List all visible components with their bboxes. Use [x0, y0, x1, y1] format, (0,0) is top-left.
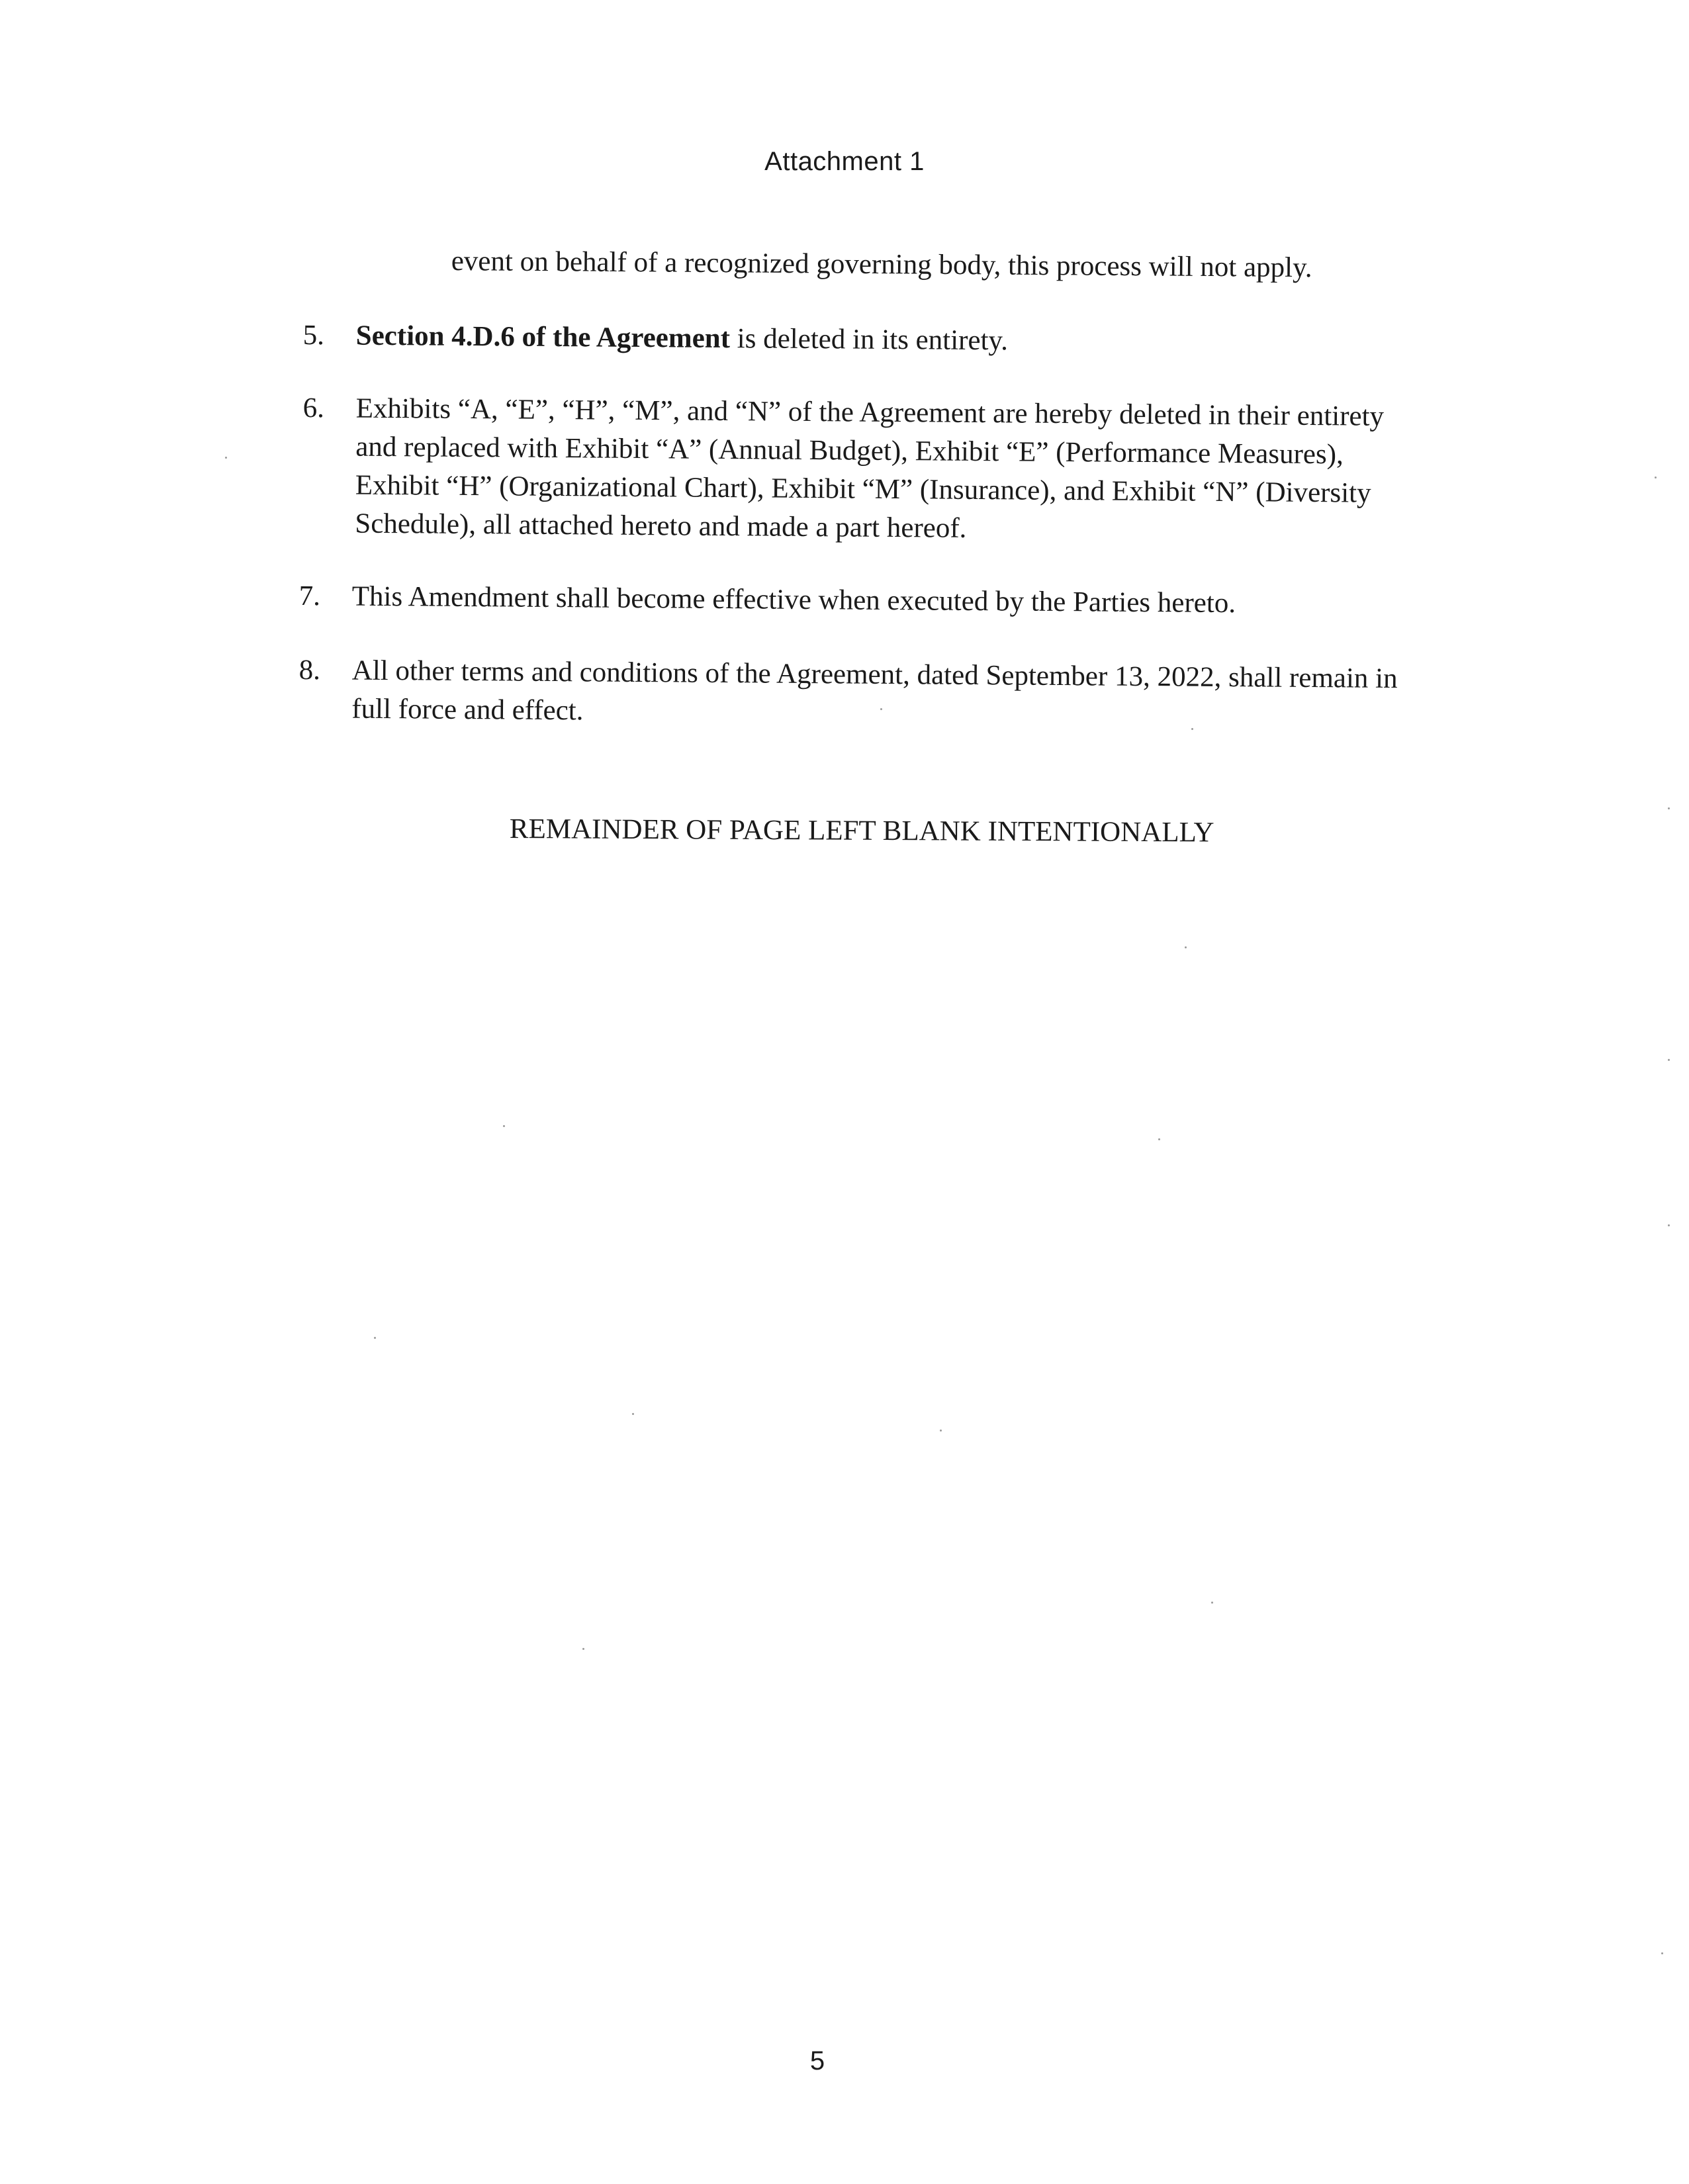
- item-number: 5.: [302, 319, 325, 351]
- scan-speck: [940, 1430, 942, 1432]
- item-line: All other terms and conditions of the Agreement, dated September 13, 2022, shall remain in: [351, 655, 1398, 695]
- item-line: Exhibit “H” (Organizational Chart), Exhibit “M” (Insurance), and Exhibit “N” (Diversity: [355, 469, 1371, 509]
- scan-speck: [1661, 1952, 1663, 1954]
- scan-speck: [503, 1125, 505, 1127]
- scan-speck: [1668, 1059, 1670, 1061]
- item-text-rest: is deleted in its entirety.: [729, 323, 1009, 357]
- scan-speck: [225, 457, 227, 459]
- item-line: Exhibits “A, “E”, “H”, “M”, and “N” of the Agreement are hereby deleted in their entirety: [355, 392, 1385, 432]
- scan-speck: [1668, 1224, 1670, 1226]
- item-number: 6.: [302, 392, 325, 424]
- item-line: and replaced with Exhibit “A” (Annual Budget), Exhibit “E” (Performance Measures),: [355, 431, 1344, 471]
- scan-speck: [1191, 728, 1193, 730]
- item-line: full force and effect.: [351, 693, 584, 727]
- scan-speck: [374, 1337, 376, 1339]
- continuation-text: event on behalf of a recognized governing body, this process will not apply.: [451, 245, 1312, 284]
- scan-speck: [1655, 477, 1657, 478]
- item-line: This Amendment shall become effective when executed by the Parties hereto.: [351, 580, 1236, 619]
- scan-speck: [1158, 1138, 1160, 1140]
- item-text: [356, 317, 1009, 361]
- item-number: 8.: [298, 654, 321, 686]
- scan-speck: [1211, 1602, 1213, 1604]
- page-number: 5: [809, 2046, 825, 2075]
- scan-speck: [1668, 807, 1670, 809]
- item-text: [351, 652, 1398, 737]
- scan-speck: [1185, 946, 1187, 948]
- item-text: [352, 578, 1236, 623]
- scan-speck: [582, 1648, 584, 1650]
- scan-speck: [880, 708, 882, 710]
- scan-speck: [632, 1413, 634, 1415]
- item-line: Schedule), all attached hereto and made a part hereof.: [355, 508, 967, 544]
- section-reference: Section 4.D.6 of the Agreement: [355, 320, 731, 355]
- item-text: [355, 390, 1384, 551]
- item-number: 7.: [298, 580, 321, 612]
- remainder-notice: REMAINDER OF PAGE LEFT BLANK INTENTIONALLY: [509, 813, 1214, 848]
- attachment-header: Attachment 1: [764, 147, 925, 176]
